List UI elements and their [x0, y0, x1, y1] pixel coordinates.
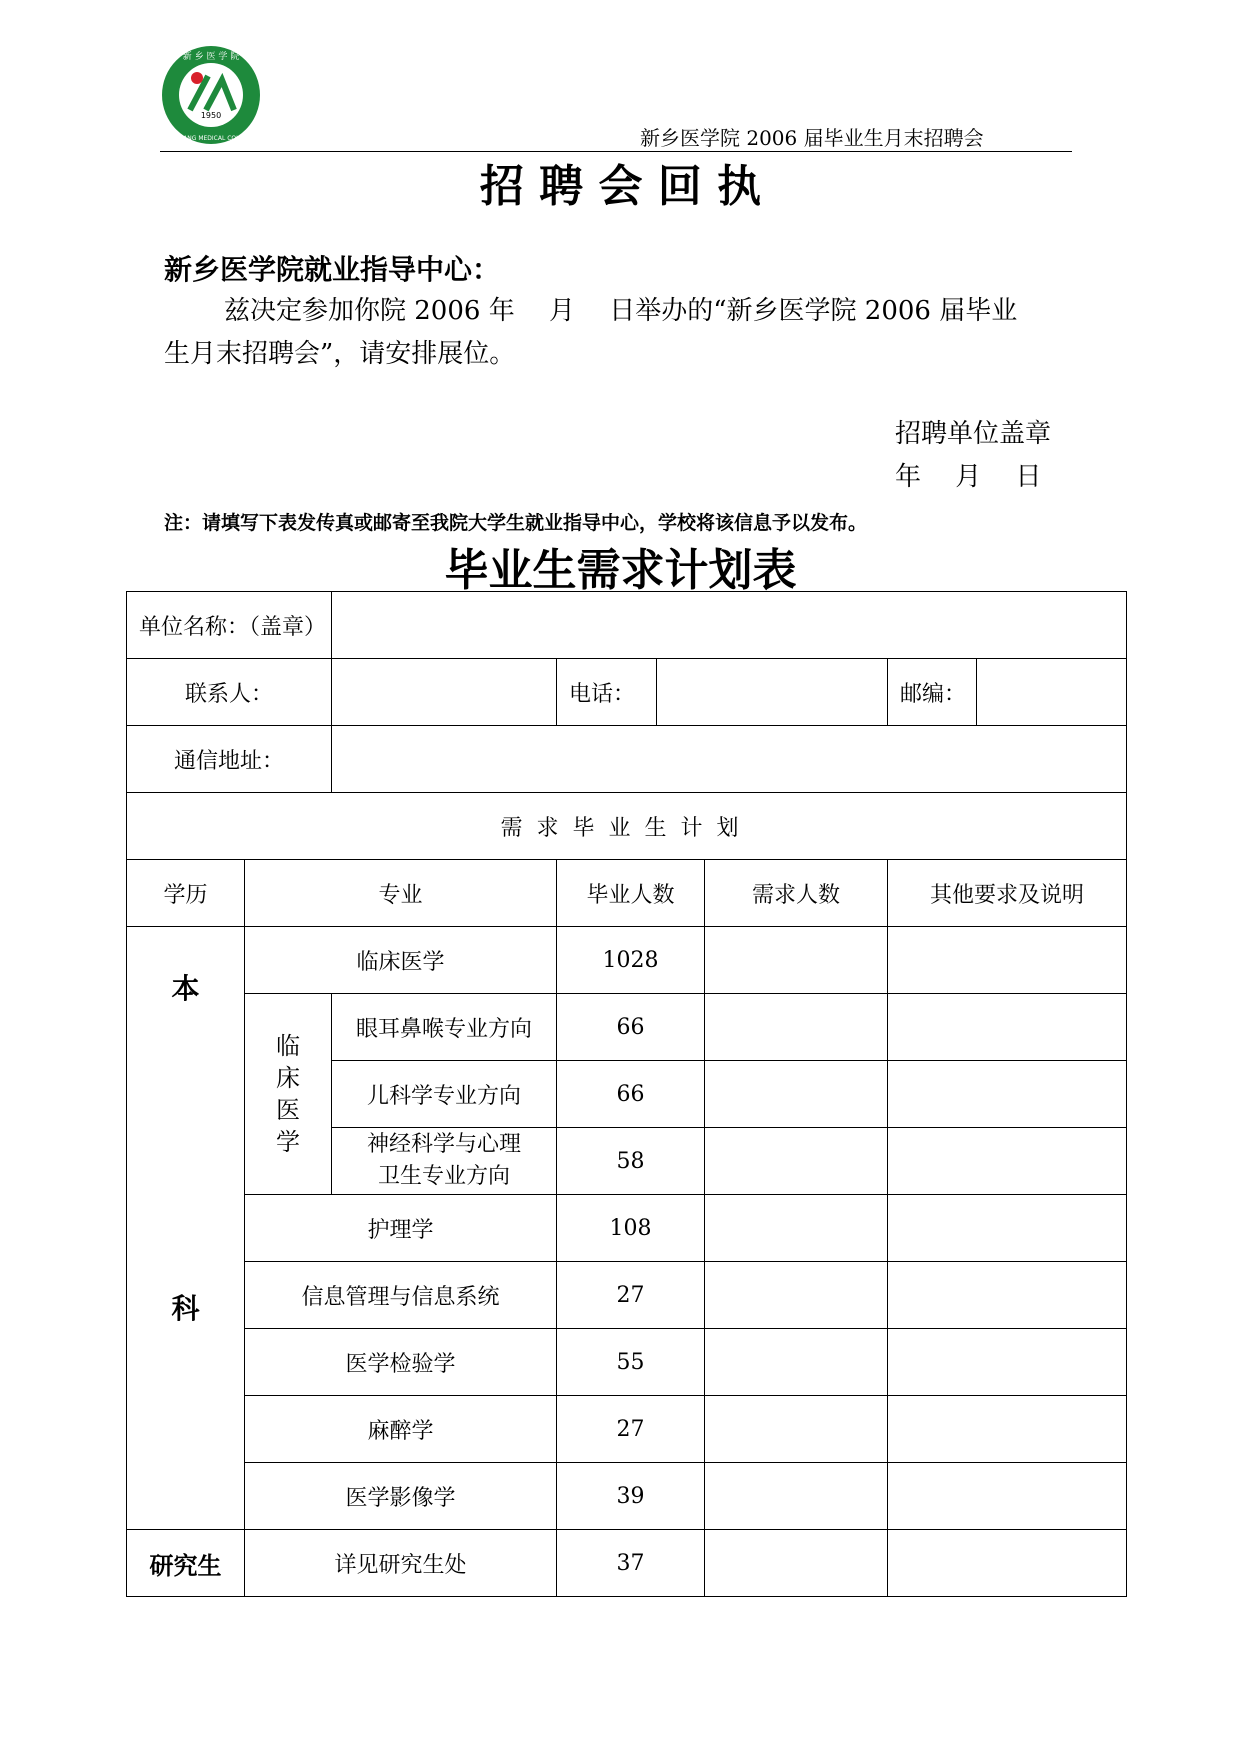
- table-row: [127, 1329, 1127, 1396]
- graduates-cell: 27: [557, 1262, 705, 1329]
- major-cell: 眼耳鼻喉专业方向: [332, 994, 557, 1061]
- graduates-cell: 55: [557, 1329, 705, 1396]
- signature-date: 年 月 日: [895, 462, 1042, 492]
- group-benke-char: 本: [171, 972, 200, 1005]
- college-logo: [160, 44, 262, 146]
- postcode-label: 邮编：: [888, 659, 977, 726]
- table-row: [127, 1262, 1127, 1329]
- demand-field[interactable]: [705, 1530, 888, 1597]
- major-cell: 医学检验学: [245, 1329, 557, 1396]
- phone-field[interactable]: [657, 659, 888, 726]
- major-cell: 详见研究生处: [245, 1530, 557, 1597]
- signature-block: [895, 413, 1051, 499]
- remarks-field[interactable]: [888, 1195, 1127, 1262]
- major-cell: 儿科学专业方向: [332, 1061, 557, 1128]
- group-benke-char: 科: [171, 1292, 200, 1325]
- column-header-education: 学历: [127, 860, 245, 927]
- graduates-cell: 37: [557, 1530, 705, 1597]
- address-label: 通信地址：: [127, 726, 332, 793]
- signature-seal-label: 招聘单位盖章: [895, 419, 1052, 449]
- column-header-graduates: 毕业人数: [557, 860, 705, 927]
- graduates-cell: 66: [557, 994, 705, 1061]
- contact-field[interactable]: [332, 659, 557, 726]
- demand-field[interactable]: [705, 1061, 888, 1128]
- group-clinical-char: 临: [276, 1032, 300, 1060]
- group-clinical: [245, 994, 332, 1195]
- instruction-note: 注：请填写下表发传真或邮寄至我院大学生就业指导中心，学校将该信息予以发布。: [164, 512, 868, 534]
- group-clinical-char: 学: [276, 1128, 300, 1156]
- demand-field[interactable]: [705, 1195, 888, 1262]
- remarks-field[interactable]: [888, 1530, 1127, 1597]
- document-title: 招 聘 会 回 执: [479, 161, 762, 212]
- table-row: [127, 1396, 1127, 1463]
- major-cell-line: 神经科学与心理: [367, 1132, 522, 1157]
- graduates-cell: 58: [557, 1128, 705, 1195]
- demand-field[interactable]: [705, 1262, 888, 1329]
- letter-body-line: 兹决定参加你院 2006 年 月 日举办的“新乡医学院 2006 届毕业: [224, 296, 1018, 326]
- table-row: [127, 1463, 1127, 1530]
- table-row: [127, 994, 1127, 1061]
- plan-section-header: 需求毕业生计划: [127, 793, 1127, 860]
- phone-label: 电话：: [557, 659, 657, 726]
- demand-field[interactable]: [705, 927, 888, 994]
- remarks-field[interactable]: [888, 1329, 1127, 1396]
- group-clinical-char: 床: [276, 1064, 300, 1092]
- table-row: [127, 1195, 1127, 1262]
- remarks-field[interactable]: [888, 994, 1127, 1061]
- unit-name-field[interactable]: [332, 592, 1127, 659]
- graduates-cell: 27: [557, 1396, 705, 1463]
- remarks-field[interactable]: [888, 1128, 1127, 1195]
- major-cell: 医学影像学: [245, 1463, 557, 1530]
- letter-addressee: 新乡医学院就业指导中心：: [164, 253, 501, 286]
- major-cell-line: 卫生专业方向: [378, 1164, 511, 1189]
- remarks-field[interactable]: [888, 1061, 1127, 1128]
- logo-bottom-text: XINXIANG MEDICAL COLLEGE: [166, 135, 256, 142]
- remarks-field[interactable]: [888, 1262, 1127, 1329]
- group-clinical-char: 医: [276, 1096, 300, 1124]
- graduates-cell: 66: [557, 1061, 705, 1128]
- column-header-remarks: 其他要求及说明: [888, 860, 1127, 927]
- demand-field[interactable]: [705, 1128, 888, 1195]
- postcode-field[interactable]: [977, 659, 1127, 726]
- graduates-cell: 39: [557, 1463, 705, 1530]
- table-row: [127, 927, 1127, 994]
- running-header: 新乡医学院 2006 届毕业生月末招聘会: [640, 126, 984, 150]
- table-row: [127, 1530, 1127, 1597]
- demand-plan-table: [126, 591, 1127, 1597]
- remarks-field[interactable]: [888, 1463, 1127, 1530]
- demand-field[interactable]: [705, 1463, 888, 1530]
- letter-body-line: 生月末招聘会”，请安排展位。: [164, 339, 516, 369]
- major-cell: 信息管理与信息系统: [245, 1262, 557, 1329]
- column-header-demand: 需求人数: [705, 860, 888, 927]
- column-header-major: 专业: [245, 860, 557, 927]
- unit-name-label: 单位名称：（盖章）: [127, 592, 332, 659]
- graduates-cell: 108: [557, 1195, 705, 1262]
- logo-year: 1950: [200, 111, 222, 120]
- demand-field[interactable]: [705, 994, 888, 1061]
- contact-label: 联系人：: [127, 659, 332, 726]
- address-field[interactable]: [332, 726, 1127, 793]
- major-cell: 临床医学: [245, 927, 557, 994]
- major-cell: [332, 1128, 557, 1195]
- major-cell: 护理学: [245, 1195, 557, 1262]
- logo-top-text: 新 乡 医 学 院: [182, 52, 240, 62]
- group-benke: [127, 927, 245, 1530]
- major-cell: 麻醉学: [245, 1396, 557, 1463]
- table-title: 毕业生需求计划表: [444, 545, 797, 596]
- demand-field[interactable]: [705, 1329, 888, 1396]
- graduates-cell: 1028: [557, 927, 705, 994]
- remarks-field[interactable]: [888, 1396, 1127, 1463]
- demand-field[interactable]: [705, 1396, 888, 1463]
- remarks-field[interactable]: [888, 927, 1127, 994]
- group-postgrad: 研究生: [127, 1530, 245, 1597]
- letter-body: [164, 290, 1074, 376]
